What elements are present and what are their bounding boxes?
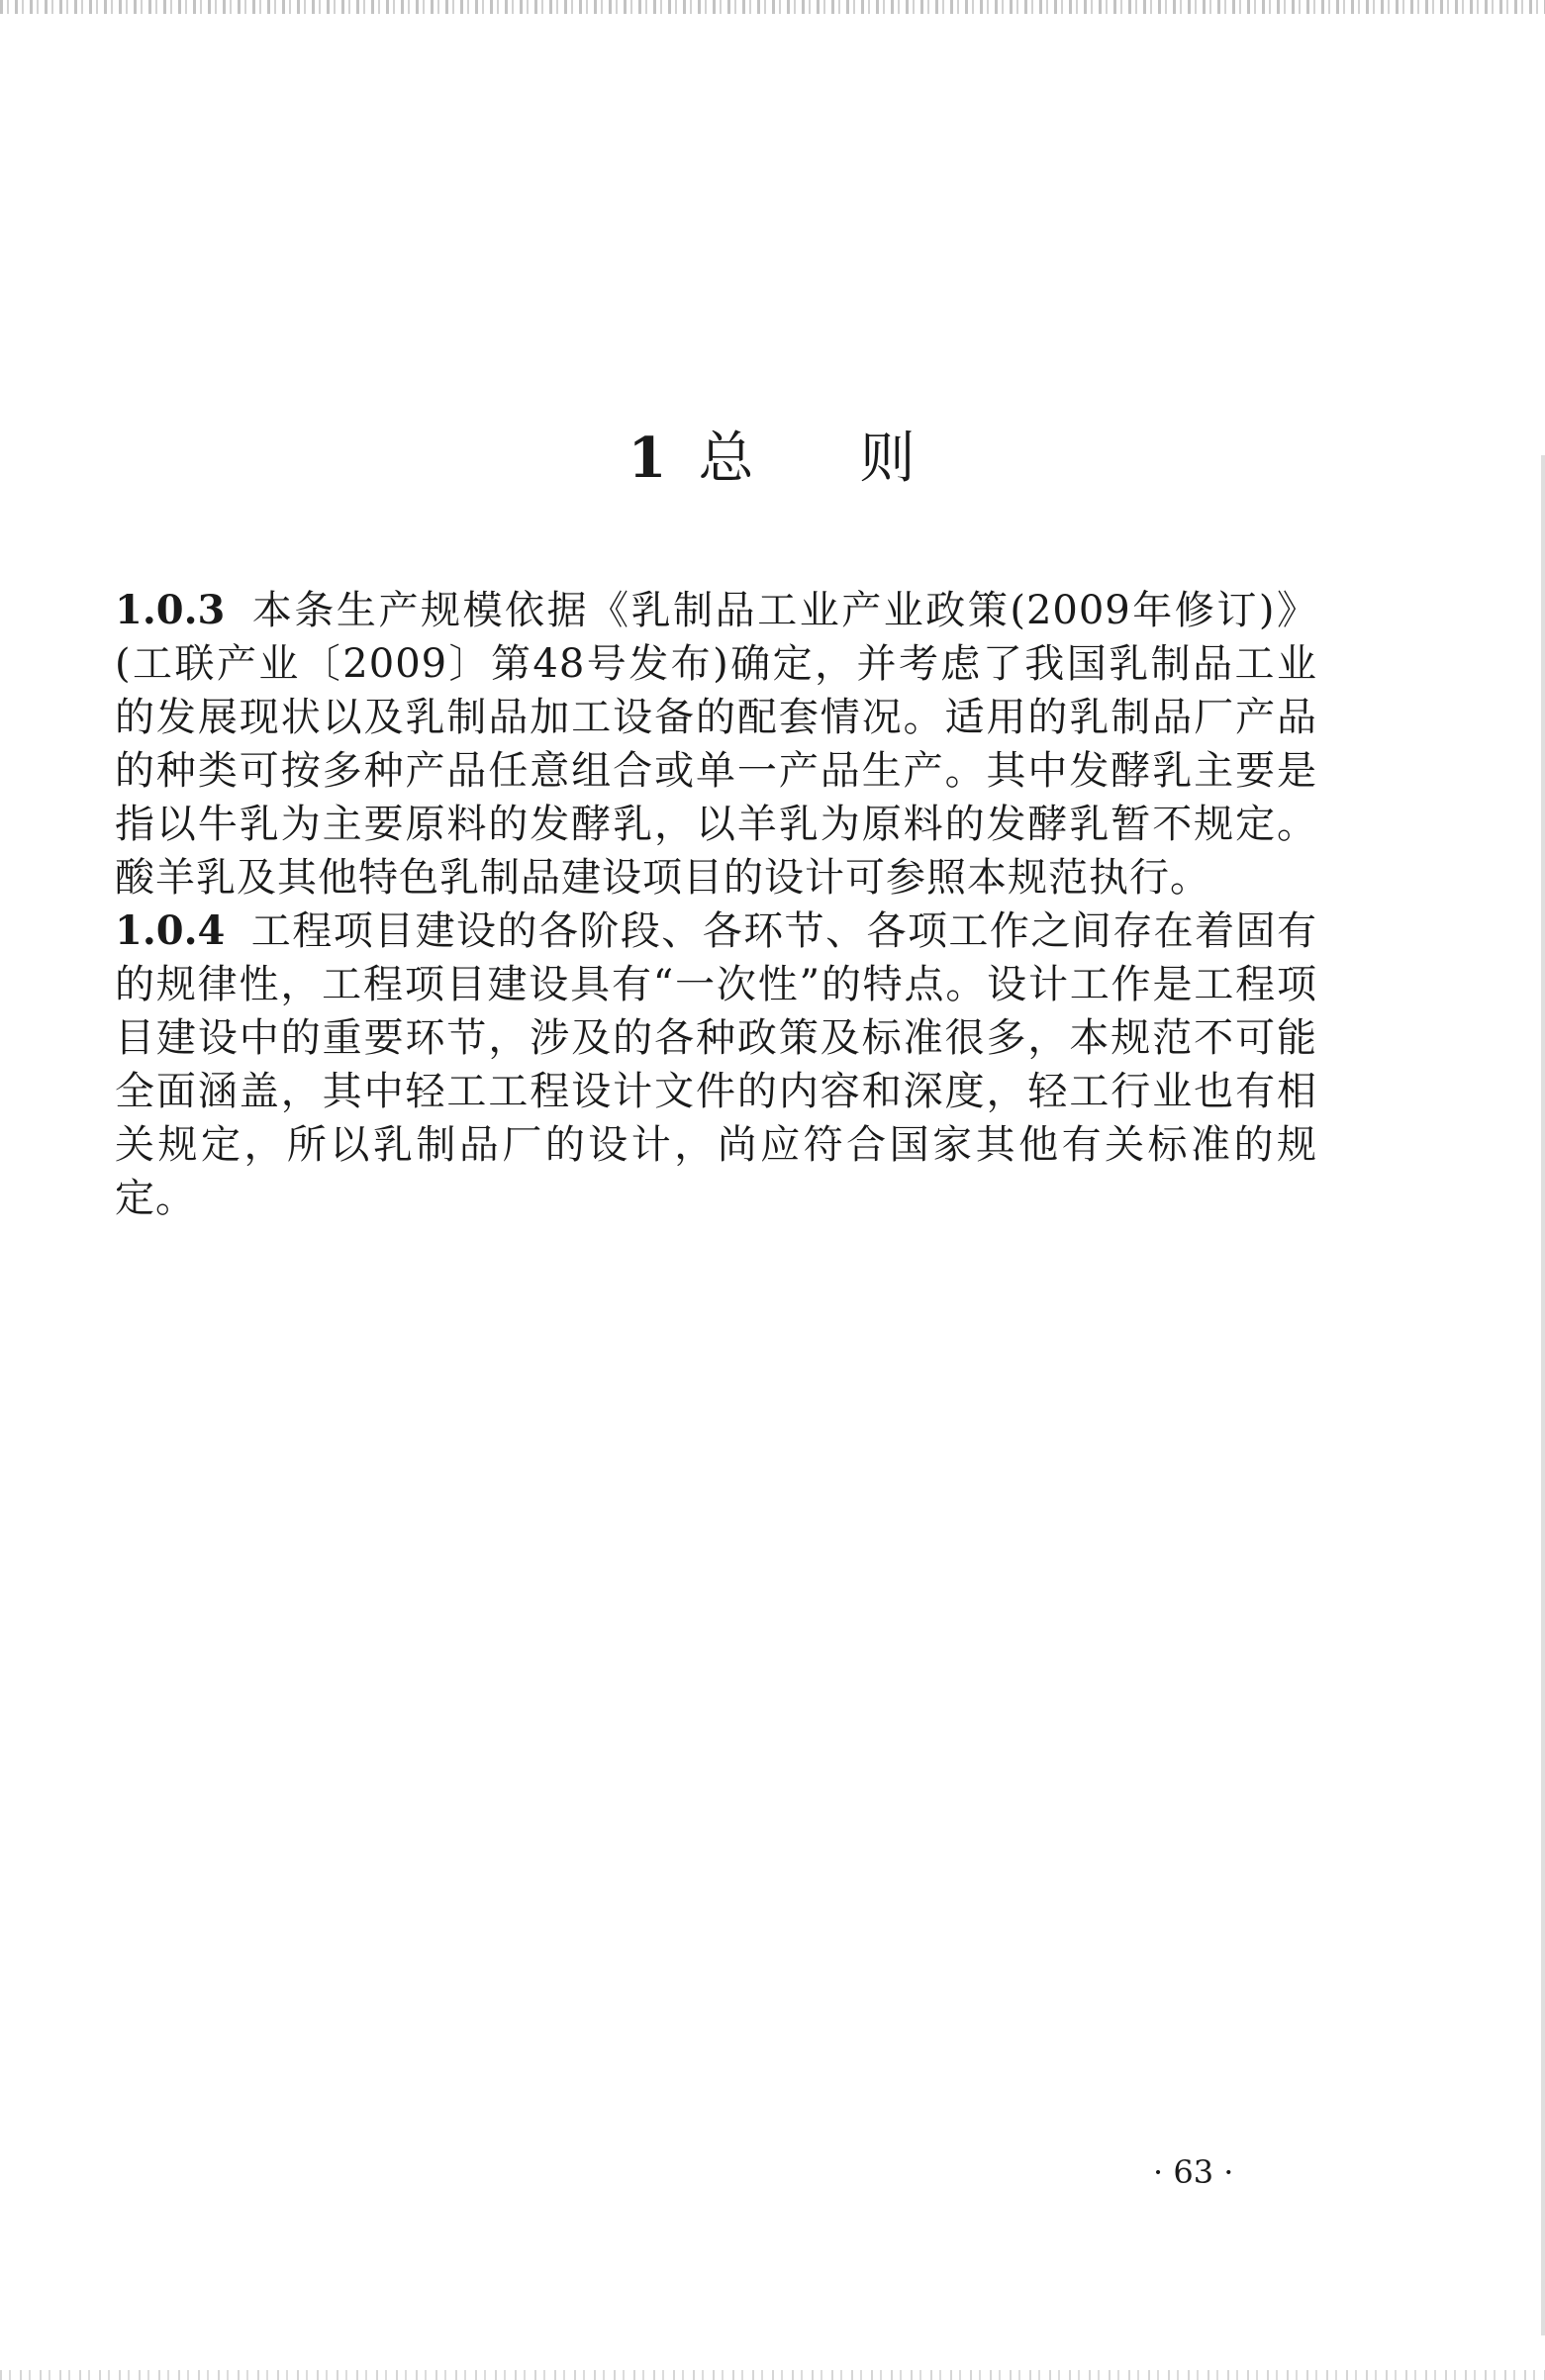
clause-1-0-3 — [115, 584, 1317, 904]
clause-text: 工程项目建设的各阶段、各环节、各项工作之间存在着固有的规律性，工程项目建设具有“一次性”的特点。设计工作是工程项目建设中的重要环节，涉及的各种政策及标准很多，本规范不可能全面涵盖，其中轻工工程设计文件的内容和深度，轻工行业也有相关规定，所以乳制品厂的设计，尚应符合国家其他有关标准的规定。 — [115, 908, 1317, 1221]
clause-1-0-4 — [115, 904, 1317, 1225]
clause-number: 1.0.4 — [115, 907, 226, 954]
clause-text: 本条生产规模依据《乳制品工业产业政策(2009年修订)》(工联产业〔2009〕第48号发布)确定，并考虑了我国乳制品工业的发展现状以及乳制品加工设备的配套情况。适用的乳制品厂产品的种类可按多种产品任意组合或单一产品生产。其中发酵乳主要是指以牛乳为主要原料的发酵乳，以羊乳为原料的发酵乳暂不规定。酸羊乳及其他特色乳制品建设项目的设计可参照本规范执行。 — [115, 588, 1317, 901]
chapter-title-char-2: 则 — [859, 426, 917, 491]
page-number: · 63 · — [1153, 2153, 1234, 2191]
chapter-title-char-1: 总 — [698, 426, 756, 491]
chapter-body — [115, 584, 1317, 1225]
scan-edge-top — [0, 0, 1545, 14]
chapter-number: 1 — [628, 425, 669, 491]
scan-edge-bottom — [0, 2370, 1545, 2380]
scan-edge-right — [1541, 455, 1545, 2335]
clause-number: 1.0.3 — [115, 587, 226, 633]
chapter-title — [0, 419, 1545, 499]
